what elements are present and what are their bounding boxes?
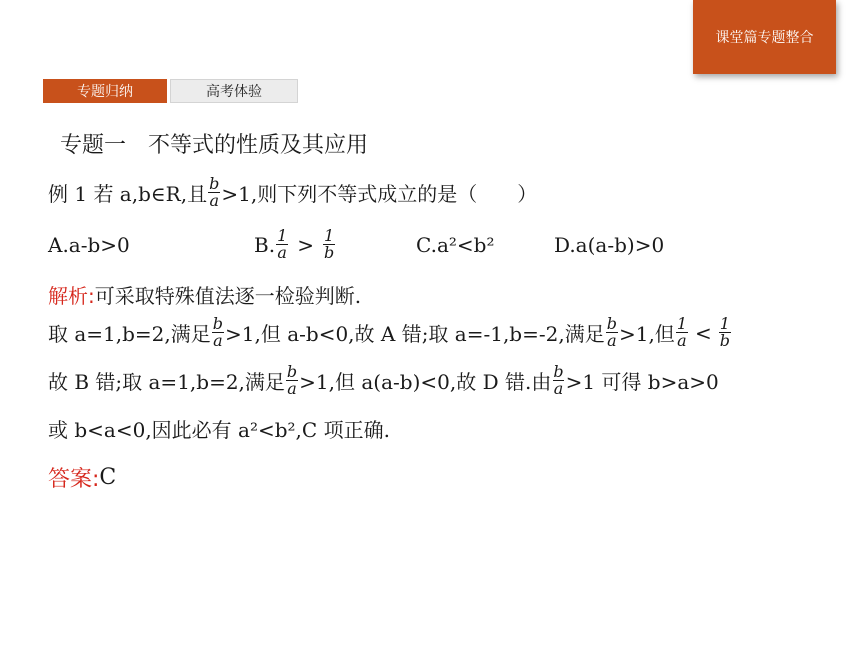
tab-exam-experience[interactable] (170, 79, 298, 103)
tab-summary-label: 专题归纳 (77, 84, 133, 100)
fraction-b-over-a (606, 316, 618, 349)
frac-num: 1 (277, 226, 288, 245)
page-title: 专题一 不等式的性质及其应用 (60, 133, 369, 158)
frac-den: a (277, 243, 287, 262)
fraction-b-over-a (212, 316, 224, 349)
fraction-1-over-a (676, 316, 688, 349)
line2-text-3: >1 可得 b>a>0 (565, 370, 719, 394)
frac-num: 1 (719, 314, 730, 333)
analysis-line-3: 或 b<a<0,因此必有 a²<b²,C 项正确. (48, 418, 390, 442)
answer-row (48, 462, 116, 493)
option-b-prefix: B. (254, 232, 276, 257)
analysis-label: 解析: (48, 284, 95, 308)
option-a: A.a-b>0 (48, 232, 130, 257)
frac-den: b (719, 331, 731, 350)
fraction-1-over-a (276, 228, 288, 261)
frac-num: b (209, 174, 220, 193)
option-b-operator: > (297, 232, 315, 257)
example-suffix: >1,则下列不等式成立的是（ ） (221, 182, 538, 206)
frac-num: b (212, 314, 224, 333)
example-prefix: 例 1 若 a,b∈R,且 (48, 182, 208, 206)
option-d: D.a(a-b)>0 (554, 232, 665, 257)
analysis-line-1 (48, 316, 732, 349)
line2-text-2: >1,但 a(a-b)<0,故 D 错.由 (299, 370, 552, 394)
fraction-b-over-a (552, 364, 564, 397)
section-tab-corner[interactable] (693, 0, 836, 74)
frac-den: a (209, 191, 219, 210)
example-question (48, 176, 537, 209)
analysis-line-2 (48, 364, 719, 397)
frac-den: a (607, 331, 617, 350)
tab-bar (43, 79, 298, 103)
frac-den: a (553, 379, 564, 398)
line1-operator: < (695, 320, 712, 345)
fraction-1-over-b (323, 228, 335, 261)
option-b (254, 228, 416, 261)
line1-text-3: >1,但 (618, 322, 675, 346)
frac-den: a (677, 331, 687, 350)
tab-summary[interactable] (43, 79, 167, 103)
frac-num: 1 (676, 314, 687, 333)
frac-num: 1 (324, 226, 335, 245)
line1-text-2: >1,但 a-b<0,故 A 错;取 a=-1,b=-2,满足 (225, 322, 605, 346)
line2-text-1: 故 B 错;取 a=1,b=2,满足 (48, 370, 285, 394)
answer-label: 答案: (48, 467, 100, 492)
options-row (48, 228, 664, 261)
section-tab-label: 课堂篇专题整合 (715, 30, 814, 46)
fraction-b-over-a (286, 364, 298, 397)
option-c: C.a²<b² (416, 232, 495, 257)
analysis-heading (48, 280, 361, 309)
fraction-b-over-a (208, 176, 220, 209)
analysis-intro: 可采取特殊值法逐一检验判断. (94, 284, 362, 308)
line1-text-1: 取 a=1,b=2,满足 (48, 322, 211, 346)
fraction-1-over-b (719, 316, 731, 349)
frac-den: a (287, 379, 297, 398)
frac-num: b (286, 362, 298, 381)
frac-den: a (213, 331, 223, 350)
frac-den: b (324, 243, 335, 262)
tab-exam-label: 高考体验 (206, 84, 262, 100)
frac-num: b (606, 314, 617, 333)
frac-num: b (553, 362, 564, 381)
answer-value: C (99, 465, 117, 490)
